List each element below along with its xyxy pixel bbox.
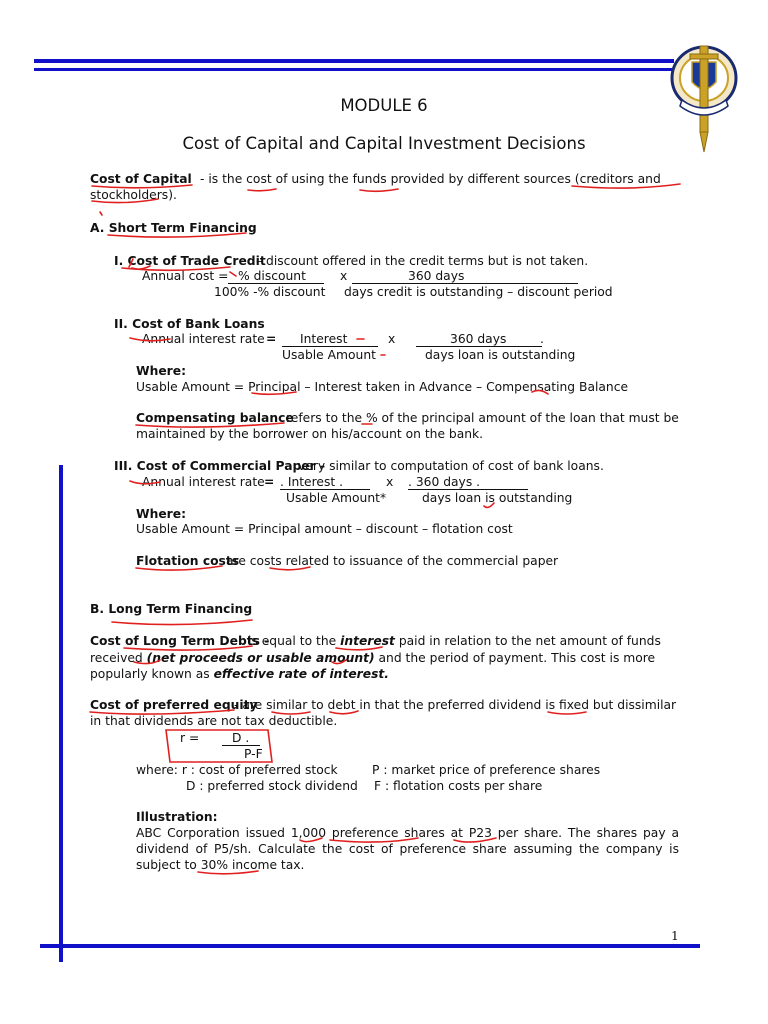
underline-mark bbox=[272, 712, 310, 714]
underline-mark bbox=[270, 567, 310, 570]
underline-mark bbox=[92, 185, 192, 188]
underline-mark bbox=[330, 838, 418, 842]
underline-mark bbox=[112, 620, 252, 625]
bank-loans-formula-label: Annual interest rate bbox=[142, 332, 265, 346]
trade-credit-formula-label: Annual cost = bbox=[142, 269, 229, 283]
underline-mark bbox=[198, 871, 258, 874]
page-title: Cost of Capital and Capital Investment Decisions bbox=[182, 134, 586, 153]
bank-loans-num2: 360 days bbox=[450, 332, 507, 346]
trade-credit-den1: 100% -% discount bbox=[214, 285, 326, 299]
underline-mark bbox=[122, 267, 230, 270]
bank-loans-usable: Usable Amount = Principal – Interest taken in Advance – Compensating Balance bbox=[136, 380, 629, 394]
trade-credit-times: x bbox=[340, 269, 348, 283]
long-term-debt-line1: is equal to the interest paid in relation to the net amount of funds bbox=[248, 634, 661, 648]
commercial-paper-num1: . Interest . bbox=[280, 475, 344, 489]
formula-box-mark bbox=[166, 730, 272, 762]
preferred-where-r: where: r : cost of preferred stock bbox=[136, 763, 338, 777]
commercial-paper-formula-label: Annual interest rate bbox=[142, 475, 265, 489]
commercial-paper-eq: = bbox=[264, 475, 275, 489]
tick-mark bbox=[532, 390, 548, 394]
intro-text-line1: - is the cost of using the funds provided by different sources (creditors and bbox=[200, 172, 661, 186]
tick-mark bbox=[100, 212, 102, 215]
underline-mark bbox=[548, 712, 586, 714]
commercial-paper-where: Where: bbox=[136, 507, 186, 521]
bank-loans-num1: Interest bbox=[300, 332, 348, 346]
period-mark: . bbox=[540, 332, 544, 346]
underline-mark bbox=[90, 710, 234, 714]
commercial-paper-desc: very similar to computation of cost of bank loans. bbox=[298, 459, 604, 473]
intro-text-line2: stockholders). bbox=[90, 188, 177, 202]
trade-credit-desc: – discount offered in the credit terms but is not taken. bbox=[256, 254, 589, 268]
preferred-where-f: F : flotation costs per share bbox=[374, 779, 543, 793]
underline-mark bbox=[300, 838, 322, 842]
compensating-balance-line2: maintained by the borrower on his/account on the bank. bbox=[136, 427, 484, 441]
commercial-paper-num2: . 360 days . bbox=[408, 475, 481, 489]
underline-mark bbox=[130, 338, 170, 341]
underline-mark bbox=[124, 646, 252, 650]
underline-mark bbox=[130, 481, 160, 484]
illustration-line1: ABC Corporation issued 1,000 preference shares at P23 per share. The shares pay a bbox=[136, 826, 679, 840]
tick-mark bbox=[332, 660, 346, 664]
preferred-equity-line2: in that dividends are not tax deductible. bbox=[90, 714, 338, 728]
preferred-equity-line1: - are similar to debt in that the preferred dividend is fixed but dissimilar bbox=[234, 698, 677, 712]
long-term-debt-line2: received (net proceeds or usable amount) and the period of payment. This cost is more bbox=[90, 651, 656, 665]
tick-mark bbox=[129, 259, 133, 267]
cost-of-capital-term: Cost of Capital bbox=[90, 172, 192, 186]
illustration-line3: subject to 30% income tax. bbox=[136, 858, 305, 872]
compensating-balance-term: Compensating balance bbox=[136, 411, 294, 425]
underline-mark bbox=[136, 566, 222, 570]
underline-mark bbox=[330, 711, 358, 714]
trade-credit-label: I. Cost of Trade Credit bbox=[114, 254, 266, 268]
bank-loans-times: x bbox=[388, 332, 396, 346]
compensating-balance-line1: refers to the % of the principal amount of the loan that must be bbox=[286, 411, 679, 425]
trade-credit-num2: 360 days bbox=[408, 269, 465, 283]
commercial-paper-label: III. Cost of Commercial Paper - bbox=[114, 459, 326, 473]
tick-mark bbox=[484, 503, 494, 507]
flotation-costs-term: Flotation costs bbox=[136, 554, 240, 568]
underline-mark bbox=[572, 184, 680, 188]
tick-mark bbox=[134, 660, 160, 664]
bank-loans-where: Where: bbox=[136, 364, 186, 378]
preferred-where-p: P : market price of preference shares bbox=[372, 763, 601, 777]
underline-mark bbox=[454, 838, 496, 842]
trade-credit-num1: % discount bbox=[238, 269, 306, 283]
underline-mark bbox=[360, 189, 398, 191]
underline-mark bbox=[92, 199, 158, 203]
commercial-paper-times: x bbox=[386, 475, 394, 489]
trade-credit-den2: days credit is outstanding – discount period bbox=[344, 285, 613, 299]
underline-mark bbox=[136, 423, 284, 427]
commercial-paper-den2: days loan is outstanding bbox=[422, 491, 573, 505]
tick-mark bbox=[230, 272, 236, 276]
long-term-debt-line3: popularly known as effective rate of interest. bbox=[90, 667, 389, 681]
bank-loans-label: II. Cost of Bank Loans bbox=[114, 317, 265, 331]
underline-mark bbox=[252, 392, 296, 394]
preferred-formula-r: r = bbox=[180, 731, 200, 745]
section-b-heading: B. Long Term Financing bbox=[90, 602, 253, 616]
module-heading: MODULE 6 bbox=[340, 96, 428, 115]
underline-mark bbox=[248, 189, 276, 191]
underline-mark bbox=[108, 233, 246, 237]
section-a-heading: A. Short Term Financing bbox=[90, 221, 257, 235]
bank-loans-den2: days loan is outstanding bbox=[425, 348, 576, 362]
long-term-debt-term: Cost of Long Term Debts - bbox=[90, 634, 270, 648]
preferred-where-d: D : preferred stock dividend bbox=[186, 779, 358, 793]
page-number: 1 bbox=[671, 929, 679, 943]
commercial-paper-den1: Usable Amount* bbox=[286, 491, 387, 505]
illustration-heading: Illustration: bbox=[136, 810, 218, 824]
underline-mark bbox=[336, 647, 382, 650]
flotation-costs-text: are costs related to issuance of the commercial paper bbox=[226, 554, 559, 568]
bank-loans-eq: = bbox=[266, 332, 277, 346]
preferred-formula-numerator: D . bbox=[232, 731, 250, 745]
commercial-paper-usable: Usable Amount = Principal amount – discount – flotation cost bbox=[136, 522, 513, 536]
preferred-formula-denominator: P-F bbox=[244, 747, 263, 761]
illustration-line2: dividend of P5/sh. Calculate the cost of preference share assuming the company is bbox=[136, 842, 679, 856]
preferred-equity-term: Cost of preferred equity bbox=[90, 698, 258, 712]
bank-loans-den1: Usable Amount bbox=[282, 348, 376, 362]
